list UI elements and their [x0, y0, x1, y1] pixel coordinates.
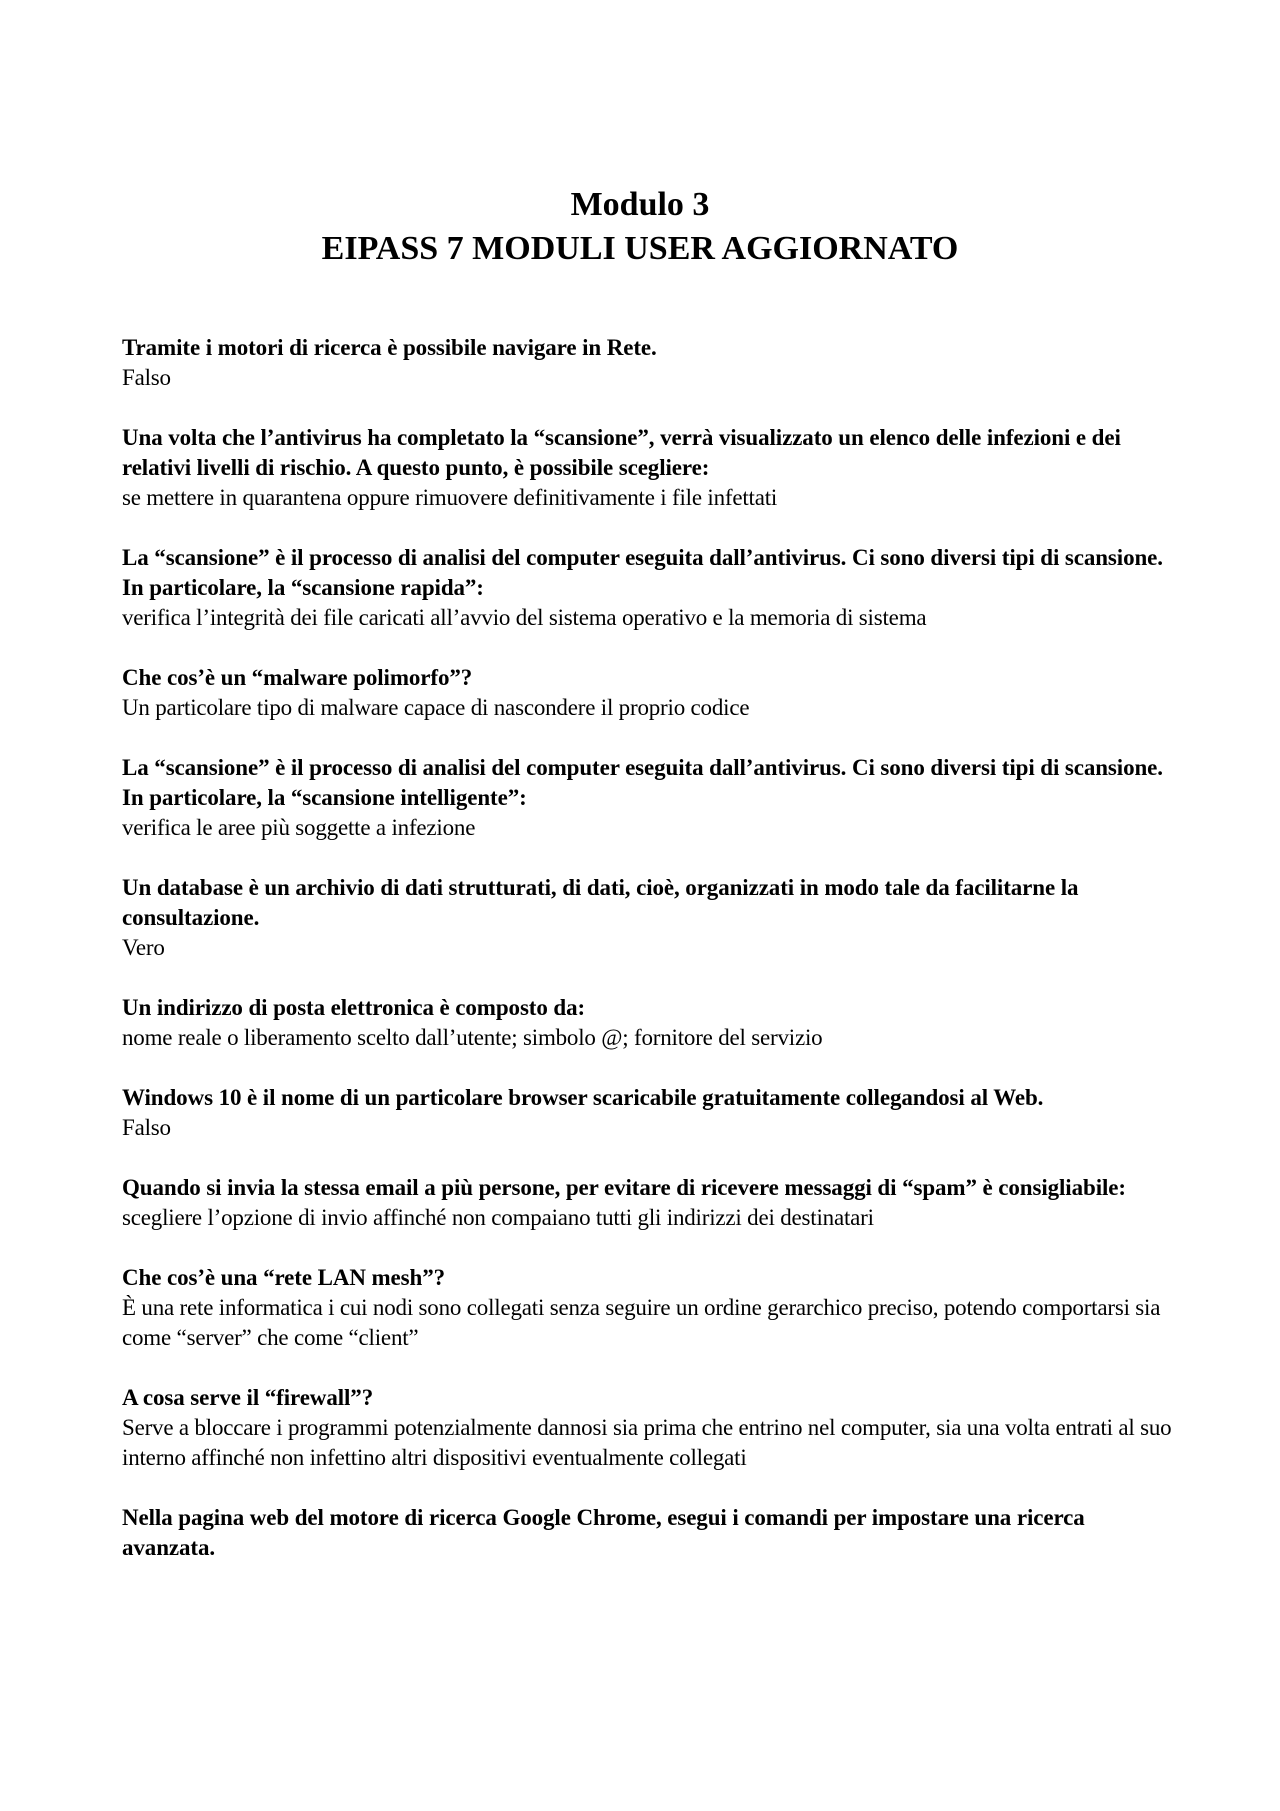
question-text: Che cos’è una “rete LAN mesh”?	[122, 1265, 446, 1290]
qa-item	[122, 1503, 1182, 1563]
qa-item	[122, 333, 1182, 393]
answer-text: scegliere l’opzione di invio affinché non compaiano tutti gli indirizzi dei destinatari	[122, 1205, 874, 1230]
answer-text: È una rete informatica i cui nodi sono collegati senza seguire un ordine gerarchico preciso, potendo comportarsi sia come “server” che come “client”	[122, 1295, 1161, 1350]
answer-text: se mettere in quarantena oppure rimuovere definitivamente i file infettati	[122, 485, 778, 510]
answer-text: Falso	[122, 365, 171, 390]
question-text: La “scansione” è il processo di analisi del computer eseguita dall’antivirus. Ci sono diversi tipi di scansione. In particolare, la “scansione rapida”:	[122, 545, 1163, 600]
answer-text: Un particolare tipo di malware capace di nascondere il proprio codice	[122, 695, 750, 720]
document-header	[0, 183, 1280, 271]
qa-item	[122, 543, 1182, 633]
qa-item	[122, 753, 1182, 843]
question-text: Un database è un archivio di dati strutturati, di dati, cioè, organizzati in modo tale da facilitarne la consultazione.	[122, 875, 1079, 930]
question-text: La “scansione” è il processo di analisi del computer eseguita dall’antivirus. Ci sono diversi tipi di scansione. In particolare, la “scansione intelligente”:	[122, 755, 1163, 810]
question-text: Windows 10 è il nome di un particolare browser scaricabile gratuitamente collegandosi al Web.	[122, 1085, 1044, 1110]
qa-item	[122, 1383, 1182, 1473]
answer-text: verifica le aree più soggette a infezione	[122, 815, 476, 840]
qa-item	[122, 663, 1182, 723]
answer-text: Vero	[122, 935, 165, 960]
module-title: Modulo 3	[570, 186, 710, 223]
question-text: Un indirizzo di posta elettronica è composto da:	[122, 995, 586, 1020]
question-list	[122, 333, 1182, 1593]
qa-item	[122, 1083, 1182, 1143]
answer-text: Serve a bloccare i programmi potenzialmente dannosi sia prima che entrino nel computer, sia una volta entrati al suo interno affinché non infettino altri dispositivi eventualmente collegati	[122, 1415, 1172, 1470]
qa-item	[122, 1263, 1182, 1353]
question-text: Nella pagina web del motore di ricerca Google Chrome, esegui i comandi per impostare una ricerca avanzata.	[122, 1505, 1085, 1560]
question-text: Quando si invia la stessa email a più persone, per evitare di ricevere messaggi di “spam” è consigliabile:	[122, 1175, 1126, 1200]
answer-text: nome reale o liberamento scelto dall’utente; simbolo @; fornitore del servizio	[122, 1025, 823, 1050]
question-text: Che cos’è un “malware polimorfo”?	[122, 665, 473, 690]
qa-item	[122, 423, 1182, 513]
qa-item	[122, 873, 1182, 963]
document-title: EIPASS 7 MODULI USER AGGIORNATO	[321, 230, 959, 267]
question-text: Una volta che l’antivirus ha completato la “scansione”, verrà visualizzato un elenco delle infezioni e dei relativi livelli di rischio. A questo punto, è possibile scegliere:	[122, 425, 1121, 480]
qa-item	[122, 1173, 1182, 1233]
answer-text: Falso	[122, 1115, 171, 1140]
answer-text: verifica l’integrità dei file caricati all’avvio del sistema operativo e la memoria di sistema	[122, 605, 927, 630]
question-text: Tramite i motori di ricerca è possibile navigare in Rete.	[122, 335, 657, 360]
qa-item	[122, 993, 1182, 1053]
question-text: A cosa serve il “firewall”?	[122, 1385, 374, 1410]
